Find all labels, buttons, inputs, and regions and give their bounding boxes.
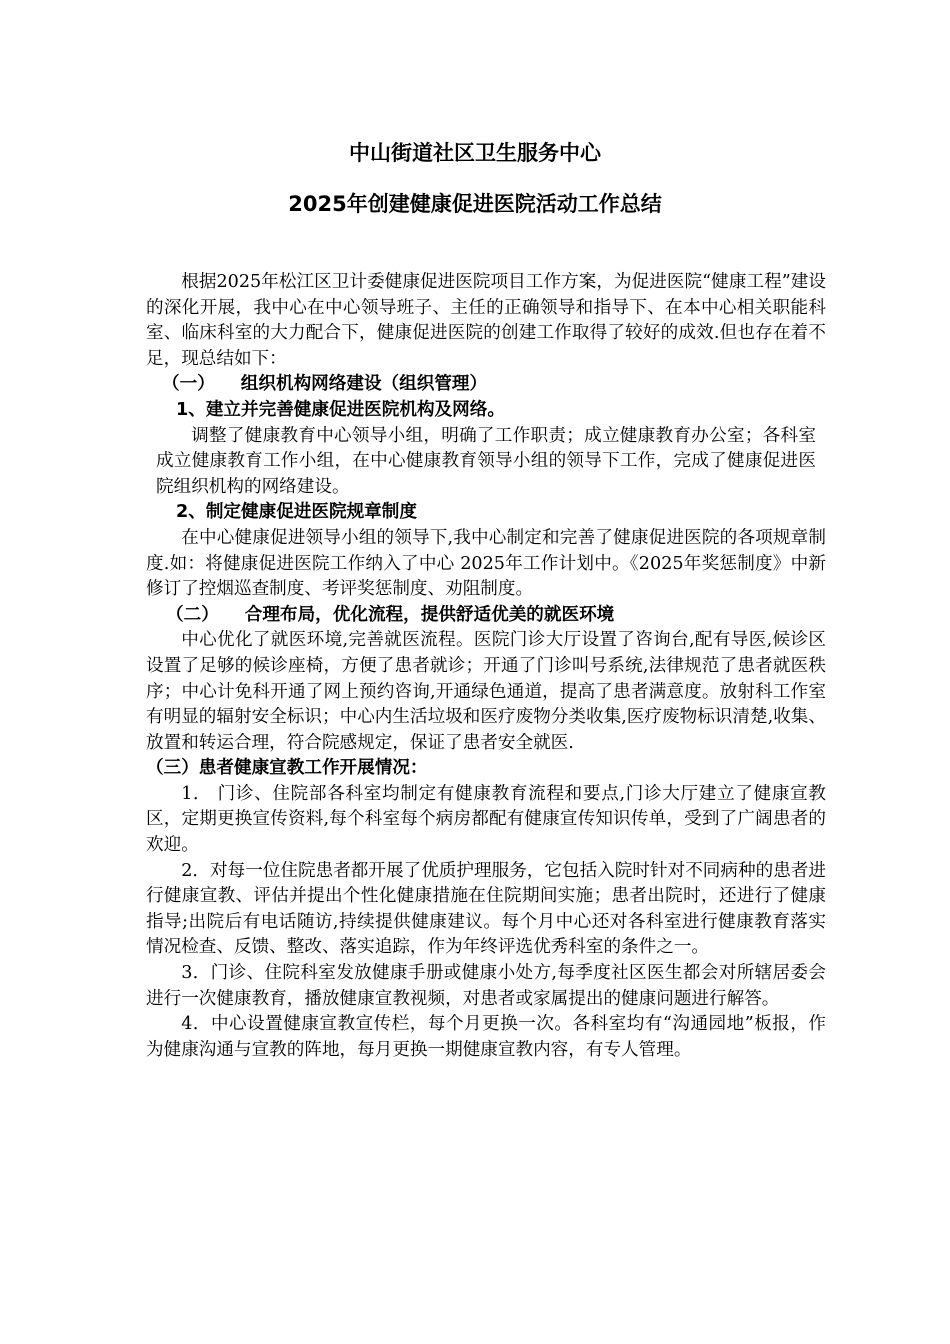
section-2-number: （二） [166,604,219,625]
section-2-heading [146,603,826,629]
section-1-sub-2-paragraph: 在中心健康促进领导小组的领导下,我中心制定和完善了健康促进医院的各项规章制度.如：将健康促进医院工作纳入了中心 2025年工作计划中。《2025年奖惩制度》中新修订了控烟巡查制度、考评奖惩制度、劝阻制度。 [146,527,826,600]
section-1-number: （一） [162,374,215,395]
section-3-item-3: 3．门诊、住院科室发放健康手册或健康小处方,每季度社区医生都会对所辖居委会进行一次健康教育，播放健康宣教视频，对患者或家属提出的健康问题进行解答。 [146,963,826,1009]
document-body [146,270,826,1063]
section-3-heading: （三）患者健康宣教工作开展情况： [146,758,428,779]
section-3-item-4: 4．中心设置健康宣教宣传栏，每个月更换一次。各科室均有“沟通园地”板报，作为健康沟通与宣教的阵地，每月更换一期健康宣教内容，有专人管理。 [146,1014,826,1060]
section-1-heading [146,372,826,398]
section-1-title: 组织机构网络建设（组织管理） [240,374,488,395]
document-title-org: 中山街道社区卫生服务中心 [349,141,601,165]
document-title-report: 2025年创建健康促进医院活动工作总结 [288,192,662,216]
section-1-sub-1-heading: 1、建立并完善健康促进医院机构及网络。 [176,399,505,420]
section-2-paragraph: 中心优化了就医环境,完善就医流程。医院门诊大厅设置了咨询台,配有导医,候诊区设置了足够的候诊座椅，方便了患者就诊；开通了门诊叫号系统,法律规范了患者就医秩序；中心计免科开通了网上预约咨询,开通绿色通道，提高了患者满意度。放射科工作室有明显的辐射安全标识；中心内生活垃圾和医疗废物分类收集,医疗废物标识清楚,收集、放置和转运合理，符合院感规定，保证了患者安全就医. [146,630,826,753]
intro-paragraph: 根据2025年松江区卫计委健康促进医院项目工作方案，为促进医院“健康工程”建设的深化开展，我中心在中心领导班子、主任的正确领导和指导下、在本中心相关职能科室、临床科室的大力配合下，健康促进医院的创建工作取得了较好的成效.但也存在着不足，现总结如下： [146,272,826,369]
section-1-sub-2-heading: 2、制定健康促进医院规章制度 [176,502,417,523]
section-1-sub-1-paragraph: 调整了健康教育中心领导小组，明确了工作职责；成立健康教育办公室；各科室成立健康教育工作小组，在中心健康教育领导小组的领导下工作，完成了健康促进医院组织机构的网络建设。 [156,425,816,497]
section-3-item-1: 1． 门诊、住院部各科室均制定有健康教育流程和要点,门诊大厅建立了健康宣教区，定期更换宣传资料,每个科室每个病房都配有健康宣传知识传单，受到了广阔患者的欢迎。 [146,783,826,856]
section-3-item-2: 2．对每一位住院患者都开展了优质护理服务，它包括入院时针对不同病种的患者进行健康宣教、评估并提出个性化健康措施在住院期间实施；患者出院时，还进行了健康指导;出院后有电话随访,持续提供健康建议。每个月中心还对各科室进行健康教育落实情况检查、反馈、整改、落实追踪，作为年终评选优秀科室的条件之一。 [146,860,826,958]
section-2-title: 合理布局，优化流程，提供舒适优美的就医环境 [244,604,615,625]
